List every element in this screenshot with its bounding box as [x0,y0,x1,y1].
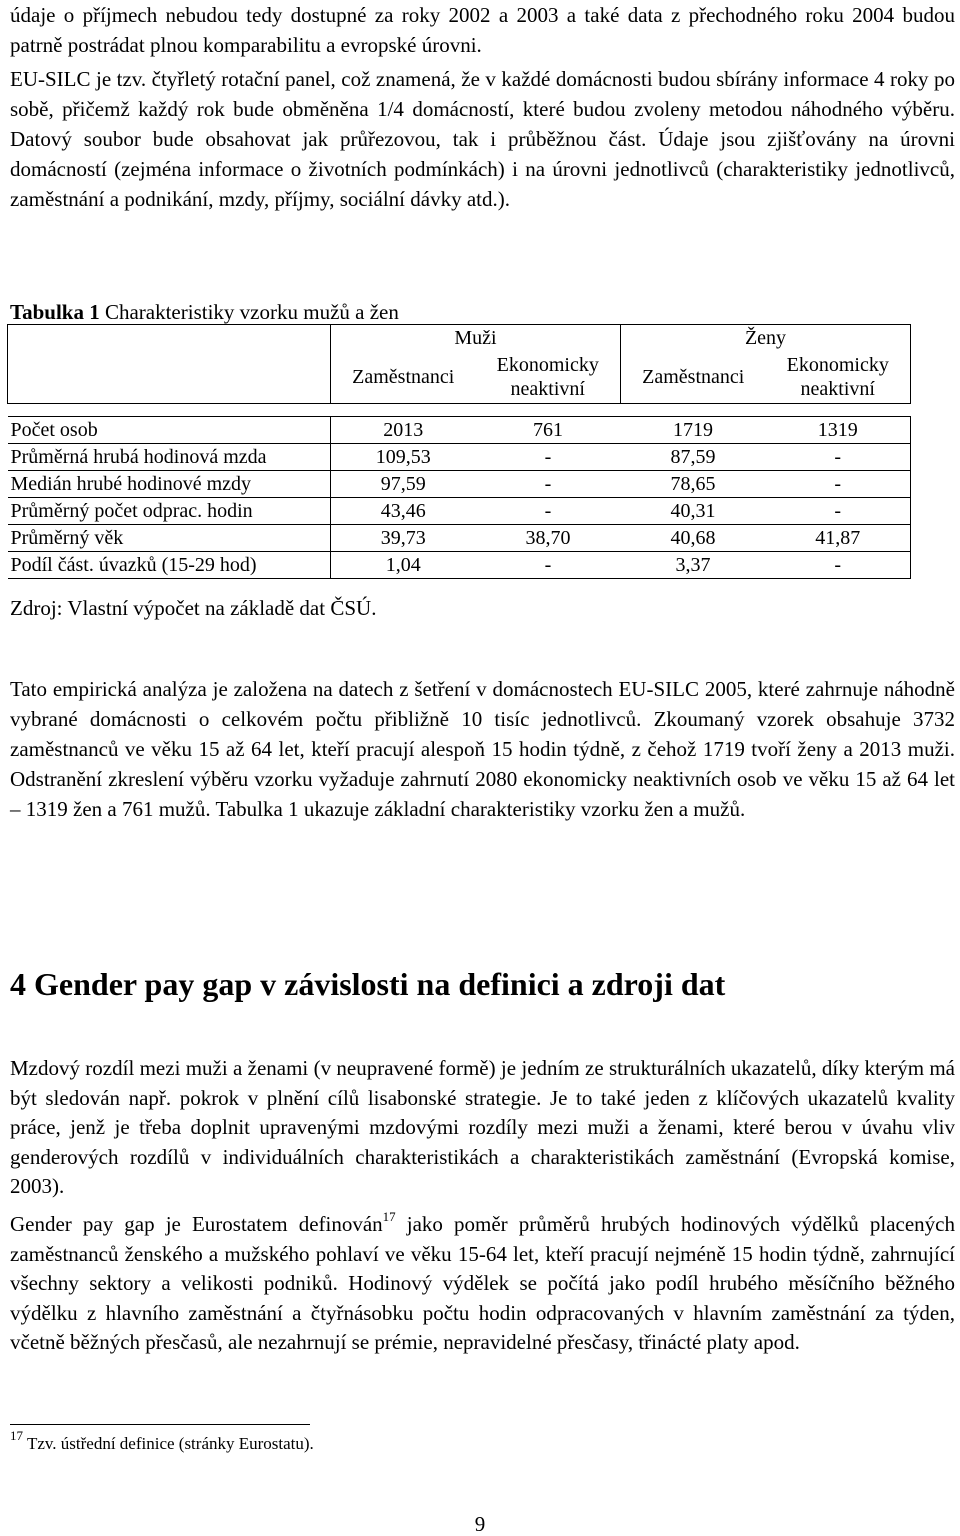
header-men: Muži [331,325,621,352]
table-row [8,471,911,498]
cell-w-inact: 41,87 [766,525,911,552]
table-title-text: Charakteristiky vzorku mužů a žen [99,300,399,324]
table-row [8,552,911,579]
cell-m-emp: 43,46 [331,498,476,525]
header-women-inactive-line2: neaktivní [800,378,875,400]
footnote-text: Tzv. ústřední definice (stránky Eurostatu). [23,1434,314,1453]
footnote-number: 17 [10,1428,23,1444]
section-heading: 4 Gender pay gap v závislosti na definici a zdroji dat [10,966,726,1002]
table-group-header-row [8,325,911,352]
header-women-employed: Zaměstnanci [621,351,766,404]
table-row [8,498,911,525]
footnote-divider [10,1424,310,1425]
cell-w-inact: - [766,498,911,525]
cell-m-inact: - [476,498,621,525]
header-men-inactive-line1: Ekonomicky [496,354,599,376]
table-row [8,525,911,552]
table-spacer-row [8,404,911,417]
page-number: 9 [474,1512,486,1536]
table-corner-cell [8,325,331,404]
footnote [10,1428,314,1456]
table-title [10,298,399,326]
table-title-label: Tabulka 1 [10,300,100,324]
cell-m-emp: 39,73 [331,525,476,552]
cell-m-inact: - [476,471,621,498]
cell-m-emp: 109,53 [331,444,476,471]
cell-m-emp: 2013 [331,417,476,444]
intro-paragraph-2: EU-SILC je tzv. čtyřletý rotační panel, což znamená, že v každé domácnosti budou sbírány informace 4 roky po sobě, přičemž každý rok bude obměněna 1/4 domácností, které budou zvoleny metodou náhodného výběru. Datový soubor bude obsahovat jak průřezovou, tak i průběžnou část. Údaje jsou zjišťovány na úrovni domácností (zejména informace o životních podmínkách) i na úrovni jednotlivců (charakteristiky jednotlivců, zaměstnání a podnikání, mzdy, příjmy, sociální dávky atd.). [10,67,955,211]
cell-m-emp: 97,59 [331,471,476,498]
header-women-inactive [766,351,911,404]
row-label: Průměrný počet odprac. hodin [8,498,331,525]
section-paragraph-2-rest: jako poměr průměrů hrubých hodinových výdělků placených zaměstnanců ženského a mužského pohlaví ve věku 15-64 let, kteří pracují nejméně 15 hodin týdně, zahrnující všechny sektory a velikosti podniků. Hodinový výdělek se počítá jako podíl hrubého měsíčního běžného výdělku z hlavního zaměstnání a čtyřnásobku počtu hodin odpracovaných v hlavním zaměstnání za týden, včetně běžných přesčasů, ale nezahrnují se prémie, nepravidelné přesčasy, třinácté platy apod. [10,1212,955,1355]
footnote-reference[interactable]: 17 [382,1209,396,1224]
table-row [8,444,911,471]
table-spacer [8,404,911,417]
cell-w-emp: 3,37 [621,552,766,579]
header-women: Ženy [621,325,911,352]
row-label: Medián hrubé hodinové mzdy [8,471,331,498]
section-paragraph-1: Mzdový rozdíl mezi muži a ženami (v neupravené formě) je jedním ze strukturálních ukazatelů, díky kterým má být sledován např. pokrok v plnění cílů lisabonské strategie. Je to také jeden z klíčových ukazatelů kvality práce, jenž je třeba doplnit upravenými mzdovými rozdíly mezi muži a ženami, které berou v úvahu vliv genderových rozdílů v individuálních charakteristikách a charakteristikách zaměstnání (Evropská komise, 2003). [10,1056,955,1199]
row-label: Průměrná hrubá hodinová mzda [8,444,331,471]
cell-w-emp: 40,68 [621,525,766,552]
cell-w-emp: 1719 [621,417,766,444]
header-men-inactive [476,351,621,404]
cell-w-inact: - [766,471,911,498]
cell-w-inact: - [766,552,911,579]
analysis-paragraph: Tato empirická analýza je založena na datech z šetření v domácnostech EU-SILC 2005, které zahrnuje náhodně vybrané domácnosti o celkovém počtu přibližně 10 tisíc jednotlivců. Zkoumaný vzorek obsahuje 3732 zaměstnanců ve věku 15 až 64 let, kteří pracují alespoň 15 hodin týdně, z čehož 1719 tvoří ženy a 2013 muži. Odstranění zkreslení výběru vzorku vyžaduje zahrnutí 2080 ekonomicky neaktivních osob ve věku 15 až 64 let – 1319 žen a 761 mužů. Tabulka 1 ukazuje základní charakteristiky vzorku žen a mužů. [10,677,955,821]
cell-w-emp: 40,31 [621,498,766,525]
row-label: Průměrný věk [8,525,331,552]
header-men-employed: Zaměstnanci [331,351,476,404]
cell-w-emp: 78,65 [621,471,766,498]
header-women-inactive-line1: Ekonomicky [786,354,889,376]
cell-w-inact: 1319 [766,417,911,444]
row-label: Počet osob [8,417,331,444]
cell-w-emp: 87,59 [621,444,766,471]
table-source: Zdroj: Vlastní výpočet na základě dat ČSÚ. [10,596,377,620]
intro-paragraph-1: údaje o příjmech nebudou tedy dostupné za roky 2002 a 2003 a také data z přechodného roku 2004 budou patrně postrádat plnou komparabilitu a evropské úrovni. [10,3,955,57]
cell-w-inact: - [766,444,911,471]
cell-m-inact: 38,70 [476,525,621,552]
row-label: Podíl část. úvazků (15-29 hod) [8,552,331,579]
header-men-inactive-line2: neaktivní [510,378,585,400]
characteristics-table [7,324,911,579]
section-paragraph-2 [10,1210,955,1358]
table-body [8,417,911,579]
section-paragraph-2-start: Gender pay gap je Eurostatem definován [10,1212,383,1236]
table-row [8,417,911,444]
cell-m-inact: - [476,552,621,579]
cell-m-emp: 1,04 [331,552,476,579]
cell-m-inact: 761 [476,417,621,444]
cell-m-inact: - [476,444,621,471]
